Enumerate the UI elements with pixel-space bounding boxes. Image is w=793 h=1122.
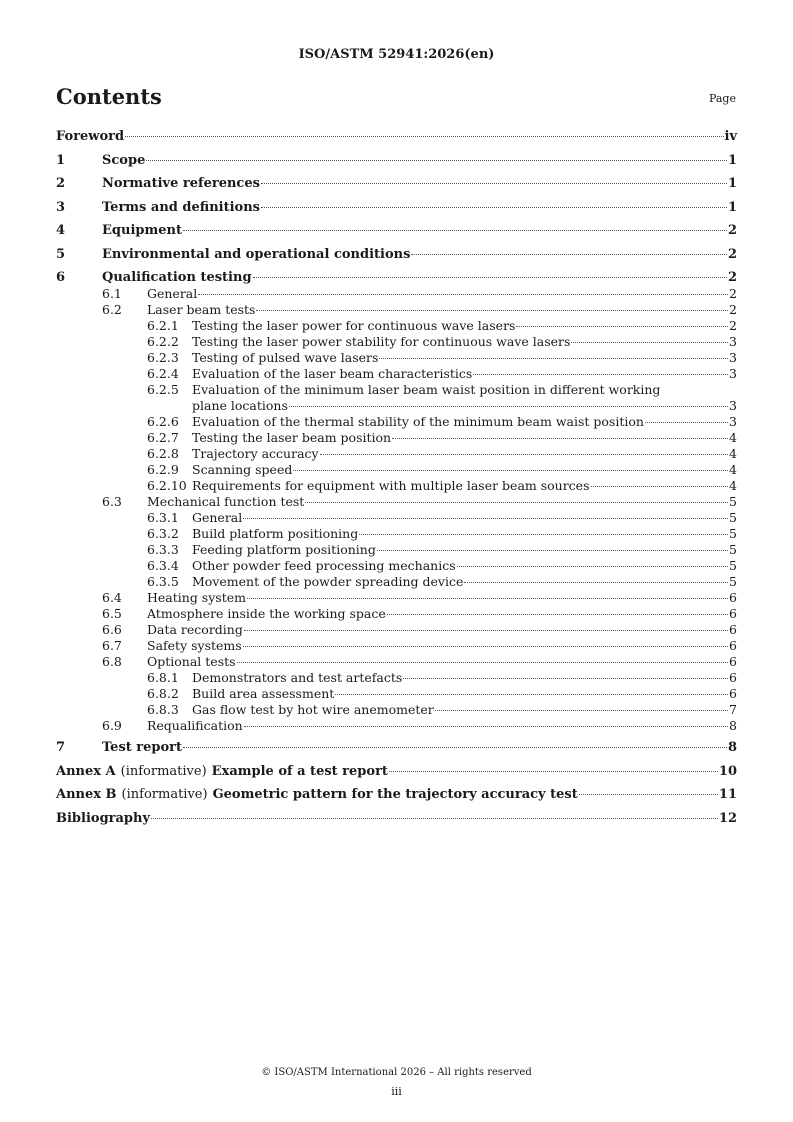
toc-entry-page: 8 bbox=[729, 718, 737, 733]
toc-entry-title: Laser beam tests bbox=[147, 302, 256, 317]
toc-entry-6-4[interactable] bbox=[56, 590, 737, 606]
toc-entry-page: 3 bbox=[729, 414, 737, 429]
toc-entry-page: 6 bbox=[729, 654, 737, 669]
toc-entry-title: Mechanical function test bbox=[147, 494, 305, 509]
dot-leader bbox=[151, 818, 718, 819]
toc-entry-title: Build platform positioning bbox=[192, 526, 359, 541]
toc-entry-6-1[interactable] bbox=[56, 286, 737, 302]
page-column-label: Page bbox=[708, 92, 736, 105]
toc-entry-6-2-1[interactable] bbox=[56, 318, 737, 334]
toc-entry-4[interactable] bbox=[56, 222, 737, 246]
dot-leader bbox=[579, 794, 718, 795]
toc-entry-title: Requalification bbox=[147, 718, 243, 733]
toc-entry-6-3-2[interactable] bbox=[56, 526, 737, 542]
toc-entry-6-2-4[interactable] bbox=[56, 366, 737, 382]
toc-entry-title: Environmental and operational conditions bbox=[102, 246, 411, 262]
toc-entry-title: Scope bbox=[102, 152, 146, 168]
toc-entry-number: 2 bbox=[56, 176, 66, 191]
dot-leader bbox=[387, 614, 728, 615]
toc-entry-title: Example of a test report bbox=[211, 763, 388, 779]
toc-entry-number: 6.4 bbox=[102, 590, 122, 605]
toc-entry-number: 6.2 bbox=[102, 302, 122, 317]
toc-entry-number: 6.3.5 bbox=[147, 574, 179, 589]
toc-entry-page: 7 bbox=[729, 702, 737, 717]
toc-entry-page: 5 bbox=[729, 542, 737, 557]
toc-entry-page: 2 bbox=[727, 223, 737, 238]
dot-leader bbox=[261, 207, 727, 208]
dot-leader bbox=[464, 582, 728, 583]
toc-entry-page: 1 bbox=[727, 152, 737, 168]
toc-entry-title: Movement of the powder spreading device bbox=[192, 574, 464, 589]
annex-label: Annex A bbox=[56, 763, 116, 779]
toc-entry-number: 6.9 bbox=[102, 718, 122, 733]
toc-entry-title: Other powder feed processing mechanics bbox=[192, 558, 456, 573]
toc-entry-page: 1 bbox=[727, 176, 737, 191]
toc-entry-number: 6.3.2 bbox=[147, 526, 179, 541]
toc-entry-6-5[interactable] bbox=[56, 606, 737, 622]
dot-leader bbox=[125, 136, 723, 137]
toc-entry-page: 8 bbox=[727, 740, 737, 755]
toc-entry-page: 2 bbox=[729, 318, 737, 333]
dot-leader bbox=[289, 406, 728, 407]
toc-entry-number: 6.2.3 bbox=[147, 350, 179, 365]
toc-entry-page: 10 bbox=[718, 763, 737, 779]
toc-entry-2[interactable] bbox=[56, 175, 737, 199]
toc-entry-title: Terms and definitions bbox=[102, 199, 260, 215]
toc-entry-number: 5 bbox=[56, 246, 66, 262]
toc-entry-number: 6.7 bbox=[102, 638, 122, 653]
toc-entry-number: 6.6 bbox=[102, 622, 122, 637]
toc-entry-page: 4 bbox=[729, 462, 737, 477]
dot-leader bbox=[645, 422, 728, 423]
toc-entry-title: Safety systems bbox=[147, 638, 242, 653]
toc-entry-number: 1 bbox=[56, 152, 66, 168]
page-number: iii bbox=[391, 1085, 402, 1098]
toc-entry-page: 2 bbox=[727, 270, 737, 285]
dot-leader bbox=[198, 294, 728, 295]
toc-entry-page: 4 bbox=[729, 430, 737, 445]
copyright-notice: © ISO/ASTM International 2026 – All rights reserved bbox=[261, 1067, 532, 1078]
dot-leader bbox=[183, 747, 727, 748]
toc-entry-title: Scanning speed bbox=[192, 462, 293, 477]
toc-entry-title: Heating system bbox=[147, 590, 246, 605]
toc-entry-6-3-5[interactable] bbox=[56, 574, 737, 590]
toc-entry-6-3-1[interactable] bbox=[56, 510, 737, 526]
dot-leader bbox=[244, 726, 728, 727]
toc-entry-bibliography[interactable] bbox=[56, 810, 737, 834]
toc-entry-6-2-9[interactable] bbox=[56, 462, 737, 478]
toc-entry-6-7[interactable] bbox=[56, 638, 737, 654]
toc-entry-6-2-10[interactable] bbox=[56, 478, 737, 494]
toc-entry-title: Equipment bbox=[102, 223, 182, 238]
toc-entry-title: Gas flow test by hot wire anemometer bbox=[192, 702, 434, 717]
toc-entry-number: 4 bbox=[56, 223, 66, 238]
toc-entry-number: 6.2.10 bbox=[147, 478, 187, 493]
toc-entry-5[interactable] bbox=[56, 246, 737, 270]
dot-leader bbox=[457, 566, 728, 567]
dot-leader bbox=[146, 160, 727, 161]
toc-entry-number: 6.2.1 bbox=[147, 318, 179, 333]
toc-entry-6-8-1[interactable] bbox=[56, 670, 737, 686]
toc-entry-page: 2 bbox=[727, 246, 737, 262]
toc-entry-number: 6.8 bbox=[102, 654, 122, 669]
toc-entry-page: 2 bbox=[729, 286, 737, 301]
toc-entry-title: General bbox=[192, 510, 243, 525]
toc-entry-page: 1 bbox=[727, 199, 737, 215]
toc-entry-title-line-2: plane locations bbox=[192, 398, 288, 413]
toc-entry-number: 6.3.3 bbox=[147, 542, 179, 557]
toc-entry-number: 6.8.3 bbox=[147, 702, 179, 717]
dot-leader bbox=[379, 358, 728, 359]
dot-leader bbox=[377, 550, 728, 551]
toc-entry-number: 6.3 bbox=[102, 494, 122, 509]
toc-entry-page: 6 bbox=[729, 670, 737, 685]
toc-entry-foreword[interactable] bbox=[56, 128, 737, 152]
toc-entry-page: 3 bbox=[729, 398, 737, 413]
dot-leader bbox=[473, 374, 728, 375]
toc-entry-number: 6.8.2 bbox=[147, 686, 179, 701]
toc-entry-title: Bibliography bbox=[56, 810, 151, 826]
dot-leader bbox=[247, 598, 728, 599]
toc-entry-page: 2 bbox=[729, 302, 737, 317]
annex-label: Annex B bbox=[56, 787, 117, 802]
dot-leader bbox=[305, 502, 728, 503]
toc-entry-page: 5 bbox=[729, 558, 737, 573]
toc-entry-number: 6.3.1 bbox=[147, 510, 179, 525]
dot-leader bbox=[320, 454, 728, 455]
toc-entry-number: 6.8.1 bbox=[147, 670, 179, 685]
toc-entry-6-2-3[interactable] bbox=[56, 350, 737, 366]
document-id-header: ISO/ASTM 52941:2026(en) bbox=[298, 47, 495, 62]
dot-leader bbox=[256, 310, 728, 311]
toc-entry-6-6[interactable] bbox=[56, 622, 737, 638]
toc-entry-title: Testing the laser power stability for continuous wave lasers bbox=[192, 334, 571, 349]
toc-entry-6-8-2[interactable] bbox=[56, 686, 737, 702]
toc-entry-title: Data recording bbox=[147, 622, 243, 637]
toc-entry-title: Evaluation of the thermal stability of the minimum beam waist position bbox=[192, 414, 644, 429]
dot-leader bbox=[237, 662, 729, 663]
toc-entry-6-2[interactable] bbox=[56, 302, 737, 318]
dot-leader bbox=[516, 326, 728, 327]
toc-entry-page: 5 bbox=[729, 494, 737, 509]
toc-entry-number: 6 bbox=[56, 270, 66, 285]
toc-entry-number: 6.5 bbox=[102, 606, 122, 621]
toc-entry-title: Test report bbox=[102, 740, 183, 755]
dot-leader bbox=[359, 534, 728, 535]
toc-entry-title: Testing the laser beam position bbox=[192, 430, 392, 445]
toc-entry-page: 6 bbox=[729, 606, 737, 621]
toc-entry-title-line-1: Evaluation of the minimum laser beam waist position in different working bbox=[192, 382, 661, 397]
toc-entry-annex-a[interactable] bbox=[56, 763, 737, 787]
toc-entry-page: 5 bbox=[729, 510, 737, 525]
toc-entry-number: 6.2.5 bbox=[147, 382, 179, 397]
toc-entry-6-2-8[interactable] bbox=[56, 446, 737, 462]
toc-entry-page: 5 bbox=[729, 526, 737, 541]
toc-entry-title: Build area assessment bbox=[192, 686, 335, 701]
toc-entry-6-8[interactable] bbox=[56, 654, 737, 670]
toc-entry-page: 4 bbox=[729, 478, 737, 493]
toc-entry-number: 3 bbox=[56, 199, 66, 215]
toc-entry-6-9[interactable] bbox=[56, 718, 737, 734]
toc-entry-number: 6.2.2 bbox=[147, 334, 179, 349]
dot-leader bbox=[293, 470, 728, 471]
toc-entry-title: Evaluation of the laser beam characteristics bbox=[192, 366, 473, 381]
toc-entry-page: 12 bbox=[718, 810, 737, 826]
toc-entry-page: 6 bbox=[729, 686, 737, 701]
toc-entry-1[interactable] bbox=[56, 152, 737, 176]
toc-entry-annex-b[interactable] bbox=[56, 786, 737, 810]
toc-entry-number: 7 bbox=[56, 740, 66, 755]
dot-leader bbox=[261, 183, 727, 184]
toc-entry-6-2-5-cont[interactable] bbox=[56, 398, 737, 414]
toc-entry-number: 6.2.7 bbox=[147, 430, 179, 445]
dot-leader bbox=[244, 630, 728, 631]
toc-entry-number: 6.1 bbox=[102, 286, 122, 301]
dot-leader bbox=[591, 486, 729, 487]
dot-leader bbox=[571, 342, 728, 343]
toc-entry-page: 6 bbox=[729, 638, 737, 653]
annex-type: (informative) bbox=[121, 787, 208, 802]
toc-entry-number: 6.2.8 bbox=[147, 446, 179, 461]
toc-entry-title: Testing the laser power for continuous wave lasers bbox=[192, 318, 516, 333]
toc-entry-title: General bbox=[147, 286, 198, 301]
toc-entry-page: 3 bbox=[729, 334, 737, 349]
toc-entry-title: Requirements for equipment with multiple laser beam sources bbox=[192, 478, 590, 493]
toc-entry-6[interactable] bbox=[56, 269, 737, 286]
toc-entry-title: Trajectory accuracy bbox=[192, 446, 319, 461]
dot-leader bbox=[253, 277, 727, 278]
contents-heading: Contents bbox=[56, 84, 162, 109]
dot-leader bbox=[435, 710, 728, 711]
toc-entry-title: Qualification testing bbox=[102, 270, 252, 285]
toc-entry-title: Demonstrators and test artefacts bbox=[192, 670, 403, 685]
toc-entry-6-3[interactable] bbox=[56, 494, 737, 510]
toc-entry-page: 11 bbox=[718, 787, 737, 802]
dot-leader bbox=[389, 771, 718, 772]
toc-entry-page: 5 bbox=[729, 574, 737, 589]
dot-leader bbox=[392, 438, 728, 439]
toc-entry-6-2-2[interactable] bbox=[56, 334, 737, 350]
toc-entry-title: Normative references bbox=[102, 176, 260, 191]
toc-entry-6-3-4[interactable] bbox=[56, 558, 737, 574]
toc-entry-6-3-3[interactable] bbox=[56, 542, 737, 558]
toc-entry-title: Atmosphere inside the working space bbox=[147, 606, 386, 621]
dot-leader bbox=[243, 646, 728, 647]
toc-entry-page: 6 bbox=[729, 590, 737, 605]
toc-entry-6-2-7[interactable] bbox=[56, 430, 737, 446]
dot-leader bbox=[243, 518, 728, 519]
table-of-contents bbox=[56, 128, 737, 833]
toc-entry-title: Testing of pulsed wave lasers bbox=[192, 350, 379, 365]
dot-leader bbox=[335, 694, 728, 695]
toc-entry-page: 6 bbox=[729, 622, 737, 637]
toc-entry-page: 3 bbox=[729, 366, 737, 381]
toc-entry-title: Foreword bbox=[56, 129, 125, 144]
toc-entry-7[interactable] bbox=[56, 739, 737, 763]
toc-entry-number: 6.2.9 bbox=[147, 462, 179, 477]
toc-entry-title: Optional tests bbox=[147, 654, 236, 669]
toc-entry-number: 6.2.4 bbox=[147, 366, 179, 381]
toc-entry-number: 6.2.6 bbox=[147, 414, 179, 429]
toc-entry-number: 6.3.4 bbox=[147, 558, 179, 573]
dot-leader bbox=[183, 230, 727, 231]
toc-entry-page: 4 bbox=[729, 446, 737, 461]
dot-leader bbox=[411, 254, 727, 255]
toc-entry-page: iv bbox=[724, 129, 737, 144]
toc-entry-3[interactable] bbox=[56, 199, 737, 223]
toc-entry-title: Geometric pattern for the trajectory accuracy test bbox=[212, 787, 578, 802]
toc-entry-page: 3 bbox=[729, 350, 737, 365]
toc-entry-6-8-3[interactable] bbox=[56, 702, 737, 718]
dot-leader bbox=[403, 678, 728, 679]
toc-entry-6-2-5[interactable] bbox=[56, 382, 737, 398]
annex-type: (informative) bbox=[120, 763, 207, 779]
toc-entry-title: Feeding platform positioning bbox=[192, 542, 376, 557]
toc-entry-6-2-6[interactable] bbox=[56, 414, 737, 430]
